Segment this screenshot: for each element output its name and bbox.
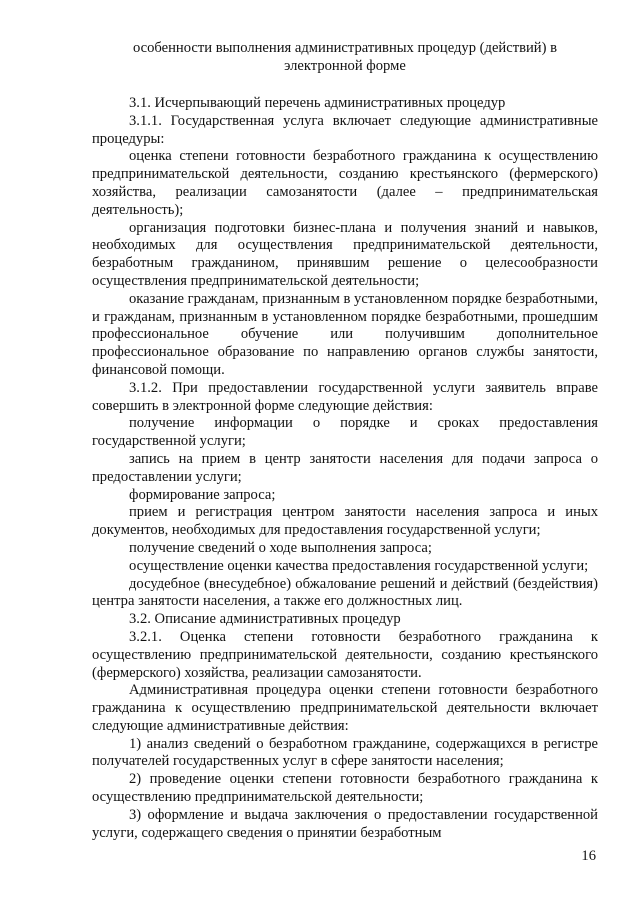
list-item-action-7: досудебное (внесудебное) обжалование решений и действий (бездействия) центра занятости населения, а также его должностных лиц.: [92, 575, 598, 610]
page-number: 16: [581, 848, 596, 864]
section-heading: [92, 40, 598, 76]
list-item-step-3: 3) оформление и выдача заключения о предоставлении государственной услуги, содержащего сведения о принятии безработным: [92, 806, 598, 841]
list-item-action-4: прием и регистрация центром занятости населения запроса и иных документов, необходимых для предоставления государственной услуги;: [92, 504, 598, 539]
list-item-action-1: получение информации о порядке и сроках предоставления государственной услуги;: [92, 415, 598, 450]
paragraph-3-1-2: 3.1.2. При предоставлении государственной услуги заявитель вправе совершить в электронной форме следующие действия:: [92, 379, 598, 414]
list-item-procedure-2: организация подготовки бизнес-плана и получения знаний и навыков, необходимых для осуществления предпринимательской деятельности, безработным гражданином, принявшим решение о целесообразности осуществления предпринимательской деятельности;: [92, 219, 598, 289]
paragraph-3-2-1: 3.2.1. Оценка степени готовности безработного гражданина к осуществлению предпринимательской деятельности, созданию крестьянского (фермерского) хозяйства, реализации самозанятости.: [92, 628, 598, 681]
paragraph-3-2: 3.2. Описание административных процедур: [129, 611, 401, 628]
list-item-action-6: осуществление оценки качества предоставления государственной услуги;: [129, 557, 589, 574]
section-heading-line-2: электронной форме: [284, 57, 406, 74]
list-item-action-5: получение сведений о ходе выполнения запроса;: [129, 539, 432, 556]
paragraph-procedure-description: Административная процедура оценки степени готовности безработного гражданина к осуществлению предпринимательской деятельности включает следующие административные действия:: [92, 682, 598, 734]
paragraph-3-1: 3.1. Исчерпывающий перечень административных процедур: [129, 95, 506, 111]
list-item-action-3: формирование запроса;: [129, 486, 276, 503]
list-item-step-1: 1) анализ сведений о безработном гражданине, содержащихся в регистре получателей государственных услуг в сфере занятости населения;: [92, 735, 598, 770]
list-item-procedure-1: оценка степени готовности безработного гражданина к осуществлению предпринимательской деятельности, созданию крестьянского (фермерского) хозяйства, реализации самозанятости (далее – предпринимательская деятельность);: [92, 148, 598, 218]
list-item-action-2: запись на прием в центр занятости населения для подачи запроса о предоставлении услуги;: [92, 450, 598, 485]
document-body: [92, 95, 598, 842]
paragraph-3-1-1: 3.1.1. Государственная услуга включает следующие административные процедуры:: [92, 112, 598, 147]
section-heading-line-1: особенности выполнения административных процедур (действий) в: [132, 40, 558, 56]
list-item-step-2: 2) проведение оценки степени готовности безработного гражданина к осуществлению предпринимательской деятельности;: [92, 771, 598, 806]
list-item-procedure-3: оказание гражданам, признанным в установленном порядке безработными, и гражданам, признанным в установленном порядке безработными, прошедшим профессиональное обучение или получившим дополнительное профессиональное образование по направлению органов службы занятости, финансовой помощи.: [92, 290, 598, 378]
